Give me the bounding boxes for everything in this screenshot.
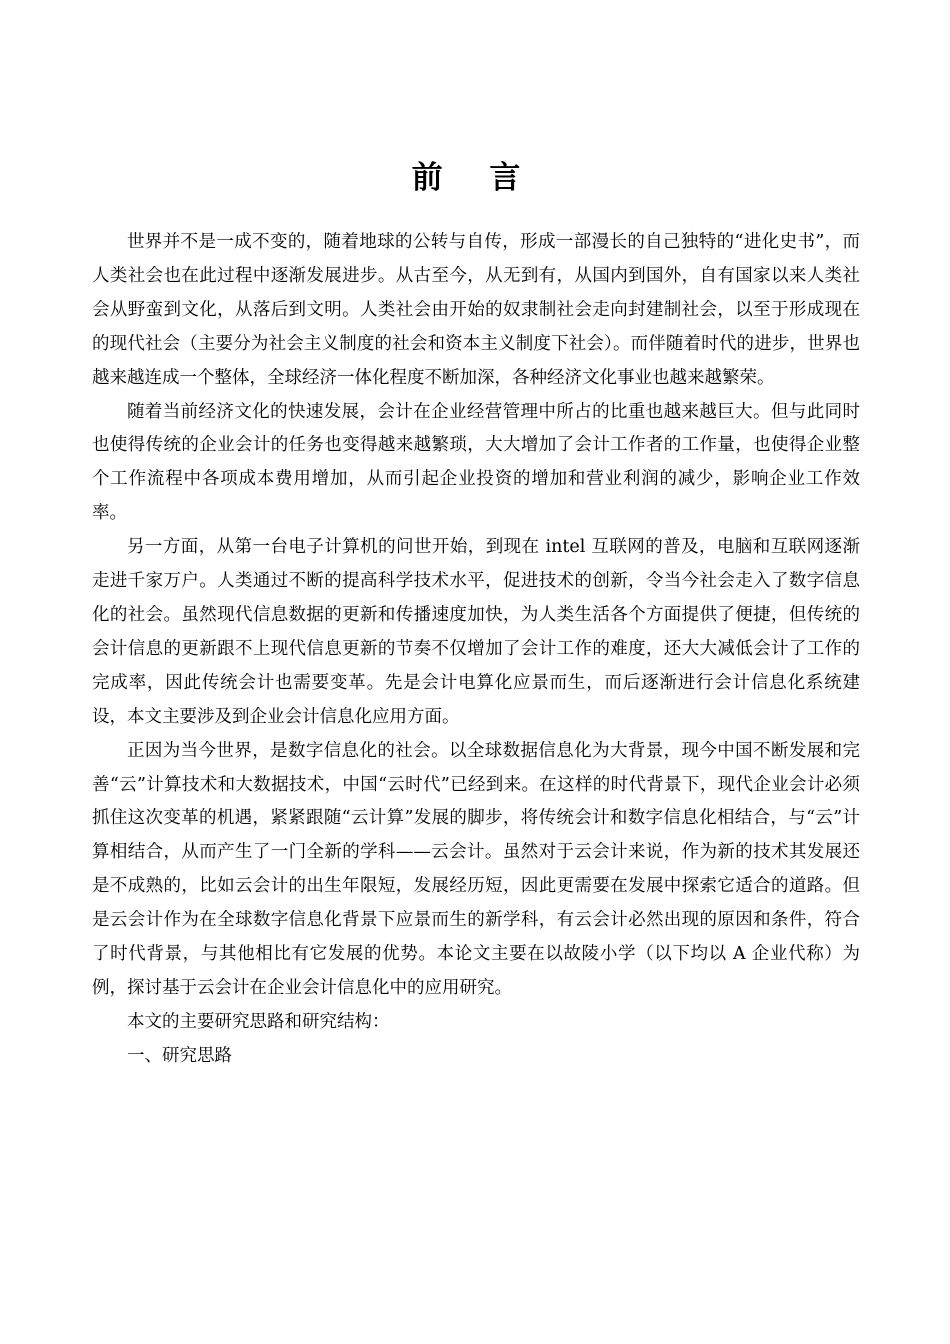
paragraph-2: 随着当前经济文化的快速发展，会计在企业经营管理中所占的比重也越来越巨大。但与此同时也使得传统的企业会计的任务也变得越来越繁琐，大大增加了会计工作者的工作量，也使得企业整个工作流程中各项成本费用增加，从而引起企业投资的增加和营业利润的减少，影响企业工作效率。 (92, 401, 860, 524)
section-heading: 一、研究思路 (127, 1045, 232, 1066)
paragraph-1: 世界并不是一成不变的，随着地球的公转与自传，形成一部漫长的自己独特的“进化史书”，而人类社会也在此过程中逐渐发展进步。从古至今，从无到有，从国内到国外，自有国家以来人类社会从野蛮到文化，从落后到文明。人类社会由开始的奴隶制社会走向封建制社会，以至于形成现在的现代社会（主要分为社会主义制度的社会和资本主义制度下社会）。而伴随着时代的进步，世界也越来越连成一个整体，全球经济一体化程度不断加深，各种经济文化事业也越来越繁荣。 (92, 232, 860, 388)
page-title: 前 言 (411, 160, 539, 196)
document-body (92, 226, 860, 1074)
structure-intro: 本文的主要研究思路和研究结构： (127, 1011, 390, 1032)
paragraph-3: 另一方面，从第一台电子计算机的问世开始，到现在 intel 互联网的普及，电脑和互联网逐渐走进千家万户。人类通过不断的提高科学技术水平，促进技术的创新，令当今社会走入了数字信息化的社会。虽然现代信息数据的更新和传播速度加快，为人类生活各个方面提供了便捷，但传统的会计信息的更新跟不上现代信息更新的节奏不仅增加了会计工作的难度，还大大减低会计了工作的完成率，因此传统会计也需要变革。先是会计电算化应景而生，而后逐渐进行会计信息化系统建设，本文主要涉及到企业会计信息化应用方面。 (92, 537, 860, 727)
paragraph-4: 正因为当今世界，是数字信息化的社会。以全球数据信息化为大背景，现今中国不断发展和完善“云”计算技术和大数据技术，中国“云时代”已经到来。在这样的时代背景下，现代企业会计必须抓住这次变革的机遇，紧紧跟随“云计算”发展的脚步，将传统会计和数字信息化相结合，与“云”计算相结合，从而产生了一门全新的学科——云会计。虽然对于云会计来说，作为新的技术其发展还是不成熟的，比如云会计的出生年限短，发展经历短，因此更需要在发展中探索它适合的道路。但是云会计作为在全球数字信息化背景下应景而生的新学科，有云会计必然出现的原因和条件，符合了时代背景，与其他相比有它发展的优势。本论文主要在以故陵小学（以下均以 A 企业代称）为例，探讨基于云会计在企业会计信息化中的应用研究。 (92, 740, 860, 998)
